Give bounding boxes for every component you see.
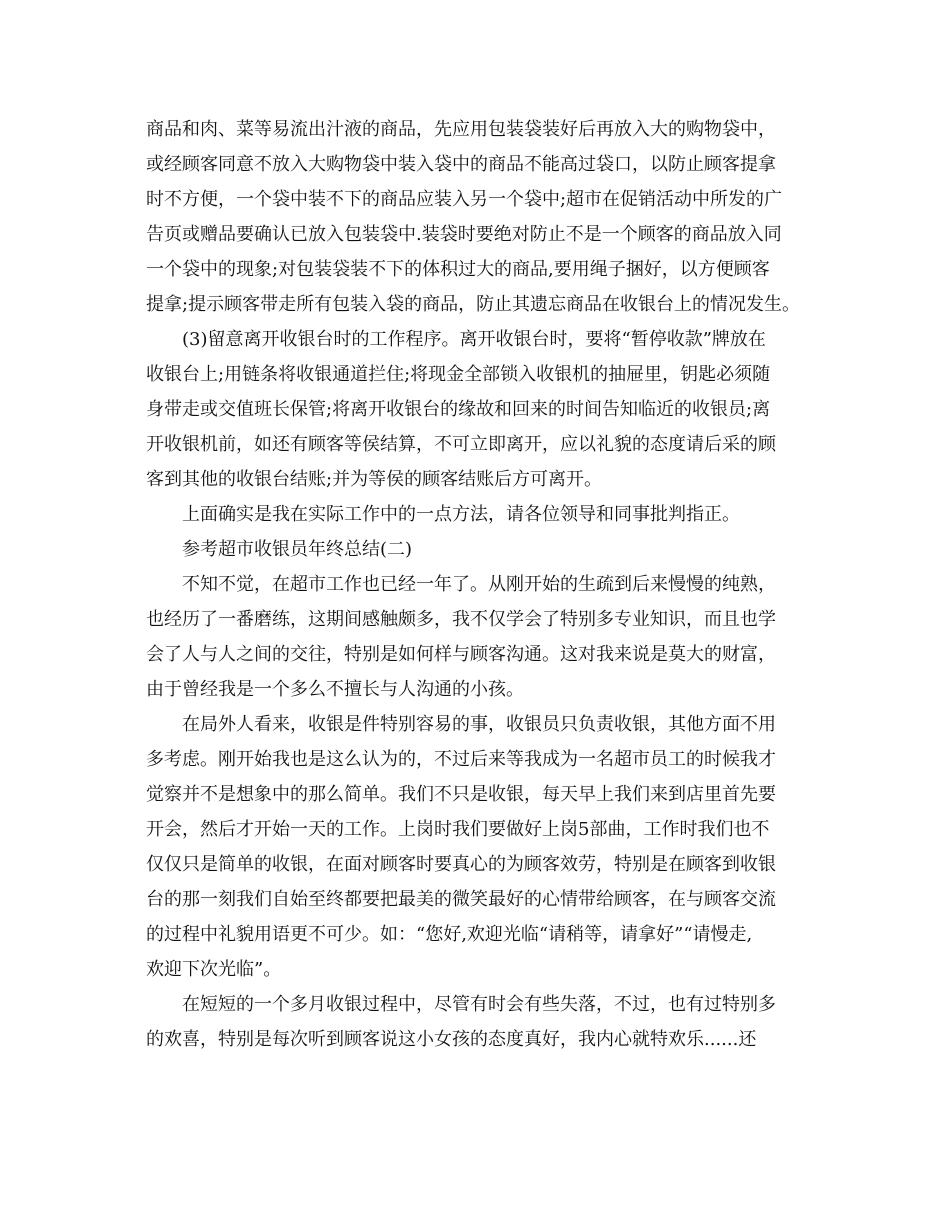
text-line: 的欢喜，特别是每次听到顾客说这小女孩的态度真好，我内心就特欢乐......还: [146, 1029, 757, 1050]
text-line: 由于曾经我是一个多么不擅长与人沟通的小孩。: [146, 679, 524, 700]
text-line: 欢迎下次光临”。: [146, 959, 282, 980]
text-line: 台的那一刻我们自始至终都要把最美的微笑最好的心情带给顾客，在与顾客交流: [146, 889, 776, 910]
text-line: 一个袋中的现象;对包装袋装不下的体积过大的商品,要用绳子捆好，以方便顾客: [146, 259, 770, 280]
text-line: 告页或赠品要确认已放入包装袋中.装袋时要绝对防止不是一个顾客的商品放入同: [146, 224, 782, 245]
text-line: 的过程中礼貌用语更不可少。如：“您好,欢迎光临“请稍等，请拿好”“请慢走,: [146, 924, 753, 945]
text-line: (3)留意离开收银台时的工作程序。离开收银台时，要将“暂停收款”牌放在: [182, 329, 766, 350]
text-line: 商品和肉、菜等易流出汁液的商品，先应用包装袋装好后再放入大的购物袋中，: [146, 119, 776, 140]
text-line: 开收银机前，如还有顾客等侯结算，不可立即离开，应以礼貌的态度请后采的顾: [146, 434, 776, 455]
text-line: 参考超市收银员年终总结(二): [182, 539, 413, 560]
text-line: 在短短的一个多月收银过程中，尽管有时会有些失落，不过，也有过特别多: [182, 994, 776, 1015]
text-line: 在局外人看来，收银是件特别容易的事，收银员只负责收银，其他方面不用: [182, 714, 776, 735]
text-line: 仅仅只是简单的收银，在面对顾客时要真心的为顾客效劳，特别是在顾客到收银: [146, 854, 776, 875]
text-line: 提拿;提示顾客带走所有包装入袋的商品，防止其遗忘商品在收银台上的情况发生。: [146, 294, 801, 315]
text-line: 上面确实是我在实际工作中的一点方法，请各位领导和同事批判指正。: [182, 504, 740, 525]
text-line: 或经顾客同意不放入大购物袋中装入袋中的商品不能高过袋口，以防止顾客提拿: [146, 154, 776, 175]
text-line: 不知不觉，在超市工作也已经一年了。从刚开始的生疏到后来慢慢的纯熟，: [182, 574, 776, 595]
text-line: 收银台上;用链条将收银通道拦住;将现金全部锁入收银机的抽屉里，钥匙必须随: [146, 364, 771, 385]
text-line: 觉察并不是想象中的那么简单。我们不只是收银，每天早上我们来到店里首先要: [146, 784, 776, 805]
text-line: 身带走或交值班长保管;将离开收银台的缘故和回来的时间告知临近的收银员;离: [146, 399, 771, 420]
document-body: [146, 112, 826, 1057]
text-line: 会了人与人之间的交往，特别是如何样与顾客沟通。这对我来说是莫大的财富，: [146, 644, 776, 665]
text-line: 客到其他的收银台结账;并为等侯的顾客结账后方可离开。: [146, 469, 603, 490]
text-line: 时不方便，一个袋中装不下的商品应装入另一个袋中;超市在促销活动中所发的广: [146, 189, 783, 210]
text-line: 多考虑。刚开始我也是这么认为的，不过后来等我成为一名超市员工的时候我才: [146, 749, 776, 770]
text-line: 也经历了一番磨练，这期间感触颇多，我不仅学会了特别多专业知识，而且也学: [146, 609, 776, 630]
text-line: 开会，然后才开始一天的工作。上岗时我们要做好上岗5部曲，工作时我们也不: [146, 819, 770, 840]
